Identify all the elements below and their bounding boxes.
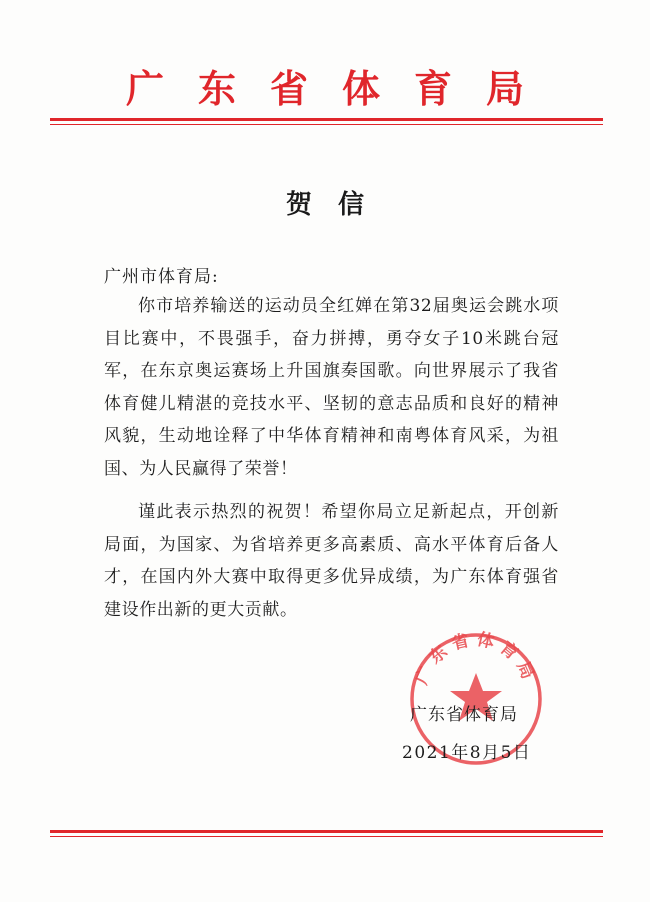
letterhead-rule-top [50, 118, 603, 121]
letterhead-title: 广东省体育局 [125, 67, 558, 111]
body-paragraph-1: 你市培养输送的运动员全红婵在第32届奥运会跳水项目比赛中，不畏强手，奋力拼搏，勇夺女子10米跳台冠军，在东京奥运赛场上升国旗奏国歌。向世界展示了我省体育健儿精湛的竞技水平、坚韧的意志品质和良好的精神风貌，生动地诠释了中华体育精神和南粤体育风采，为祖国、为人民赢得了荣誉！ [104, 296, 559, 479]
signature-org: 广东省体育局 [410, 705, 518, 725]
footer-rule-thin [50, 836, 603, 837]
document-title: 贺信 [285, 190, 390, 220]
body-paragraph-2: 谨此表示热烈的祝贺！希望你局立足新起点，开创新局面，为国家、为省培养更多高素质、高水平体育后备人才，在国内外大赛中取得更多优异成绩，为广东体育强省建设作出新的更大贡献。 [104, 502, 559, 620]
letterhead-rule-top-thin [50, 124, 603, 125]
seal-text: 广东省体育局 [411, 629, 541, 688]
signature-date: 2021年8月5日 [402, 743, 532, 763]
salutation: 广州市体育局: [104, 267, 219, 287]
footer-rule [50, 830, 603, 833]
